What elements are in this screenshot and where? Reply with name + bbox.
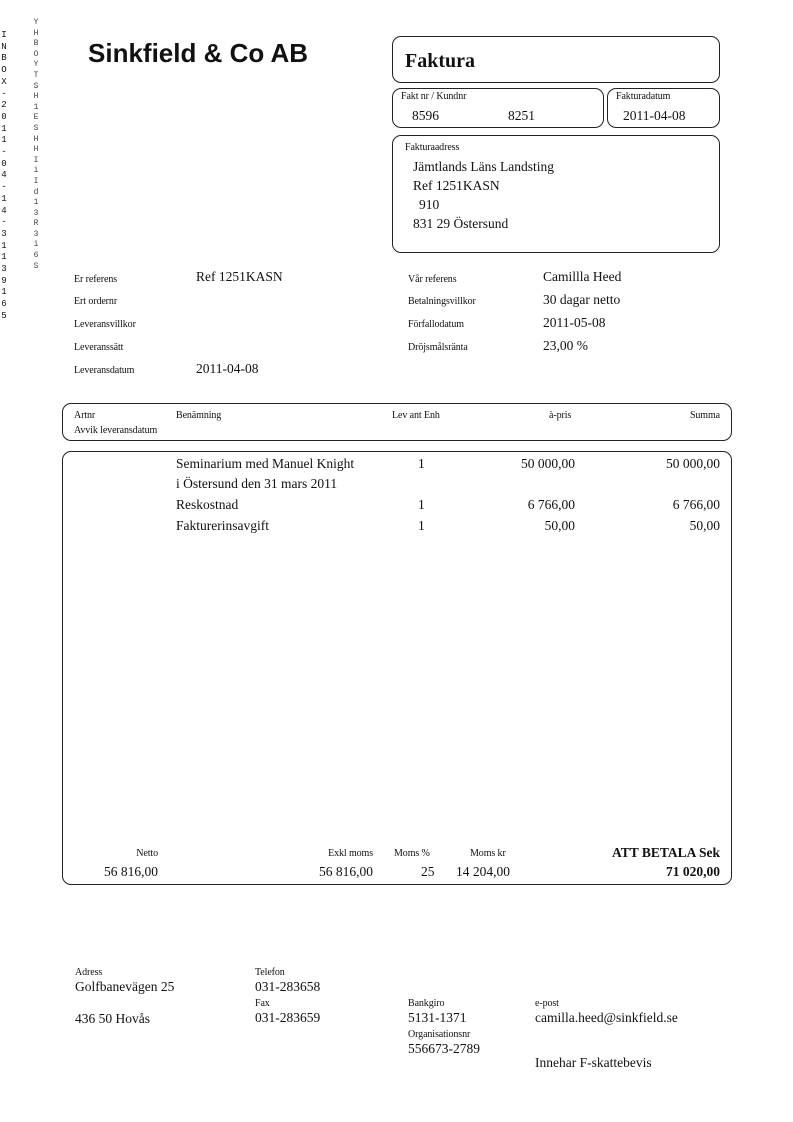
ref-label: Er referens (74, 274, 118, 285)
att-betala-label: ATT BETALA Sek (611, 845, 720, 860)
document-title: Faktura (405, 50, 475, 72)
col-lev-ant: Lev ant Enh (392, 410, 440, 421)
fax-value: 031-283659 (255, 1010, 321, 1025)
netto-value: 56 816,00 (104, 864, 158, 879)
col-benamning: Benämning (176, 410, 222, 421)
fakturaadress-label: Fakturaadress (405, 142, 460, 153)
ref-label: Ert ordernr (74, 296, 118, 307)
fax-label: Fax (255, 998, 270, 1009)
row-desc: i Östersund den 31 mars 2011 (176, 476, 338, 491)
row-sum: 50 000,00 (666, 456, 720, 471)
row-price: 6 766,00 (527, 497, 575, 512)
address-line: Ref 1251KASN (413, 178, 500, 193)
moms-percent-value: 25 (421, 864, 435, 879)
telefon-label: Telefon (255, 967, 285, 978)
scan-code-left: I N B O X - 2 0 1 1 - 0 4 - 1 4 - 3 1 1 3 9 1 6 5 (1, 30, 7, 321)
scan-code-right: Y H B O Y T S H 1 E S H H I i I d 1 3 R 3 i 6 S (33, 18, 39, 271)
adress-label: Adress (75, 967, 103, 978)
ref-value: Camillla Heed (543, 269, 622, 284)
bankgiro-label: Bankgiro (408, 998, 445, 1009)
fakt-nr-box (392, 88, 604, 128)
faktura-title-box (392, 36, 720, 83)
col-artnr: Artnr (74, 410, 96, 421)
epost-value[interactable]: camilla.heed@sinkfield.se (535, 1010, 678, 1025)
row-desc: Fakturerinsavgift (176, 518, 269, 533)
table-header (62, 403, 732, 441)
fakt-nr-value: 8596 (412, 108, 439, 123)
epost-label: e-post (535, 998, 559, 1009)
exkl-moms-value: 56 816,00 (319, 864, 373, 879)
col-summa: Summa (689, 410, 720, 421)
row-qty: 1 (418, 497, 425, 512)
row-desc: Reskostnad (176, 497, 239, 512)
row-sum: 6 766,00 (672, 497, 720, 512)
row-qty: 1 (418, 456, 425, 471)
row-desc: Seminarium med Manuel Knight (176, 456, 355, 471)
ref-label: Leveransvillkor (74, 319, 136, 330)
row-sum: 50,00 (689, 518, 720, 533)
adress-line2: 436 50 Hovås (75, 1011, 150, 1026)
ref-value: 23,00 % (543, 338, 588, 353)
address-line: Jämtlands Läns Landsting (413, 159, 554, 174)
row-price: 50,00 (544, 518, 575, 533)
row-qty: 1 (418, 518, 425, 533)
orgnr-label: Organisationsnr (408, 1029, 471, 1040)
moms-kr-value: 14 204,00 (456, 864, 510, 879)
moms-kr-label: Moms kr (470, 848, 506, 859)
company-name: Sinkfield & Co AB (88, 38, 309, 68)
ref-value: 30 dagar netto (543, 292, 621, 307)
fakturaadress-box (392, 135, 720, 253)
ref-value: 2011-04-08 (196, 361, 259, 376)
ref-label: Leveranssätt (74, 342, 124, 353)
col-a-pris: à-pris (549, 410, 572, 421)
ref-label: Leveransdatum (74, 365, 135, 376)
telefon-value: 031-283658 (255, 979, 321, 994)
adress-line1: Golfbanevägen 25 (75, 979, 175, 994)
fakturadatum-box (607, 88, 720, 128)
address-line: 831 29 Östersund (413, 216, 509, 231)
f-skatt-note: Innehar F-skattebevis (535, 1055, 652, 1070)
kund-nr-value: 8251 (508, 108, 535, 123)
row-price: 50 000,00 (521, 456, 575, 471)
ref-label: Dröjsmålsränta (408, 342, 468, 353)
att-betala-value: 71 020,00 (666, 864, 720, 879)
ref-label: Betalningsvillkor (408, 296, 476, 307)
ref-label: Förfallodatum (408, 319, 464, 330)
fakturadatum-value: 2011-04-08 (623, 108, 686, 123)
table-body (62, 451, 732, 885)
exkl-moms-label: Exkl moms (328, 848, 373, 859)
fakt-nr-label: Fakt nr / Kundnr (401, 91, 467, 102)
address-line: 910 (419, 197, 440, 212)
ref-label: Vår referens (408, 274, 457, 285)
col-avvik: Avvik leveransdatum (74, 425, 158, 436)
moms-percent-label: Moms % (394, 848, 430, 859)
netto-label: Netto (136, 848, 158, 859)
ref-value: Ref 1251KASN (196, 269, 283, 284)
bankgiro-value: 5131-1371 (408, 1010, 467, 1025)
fakturadatum-label: Fakturadatum (616, 91, 671, 102)
ref-value: 2011-05-08 (543, 315, 606, 330)
orgnr-value: 556673-2789 (408, 1041, 480, 1056)
